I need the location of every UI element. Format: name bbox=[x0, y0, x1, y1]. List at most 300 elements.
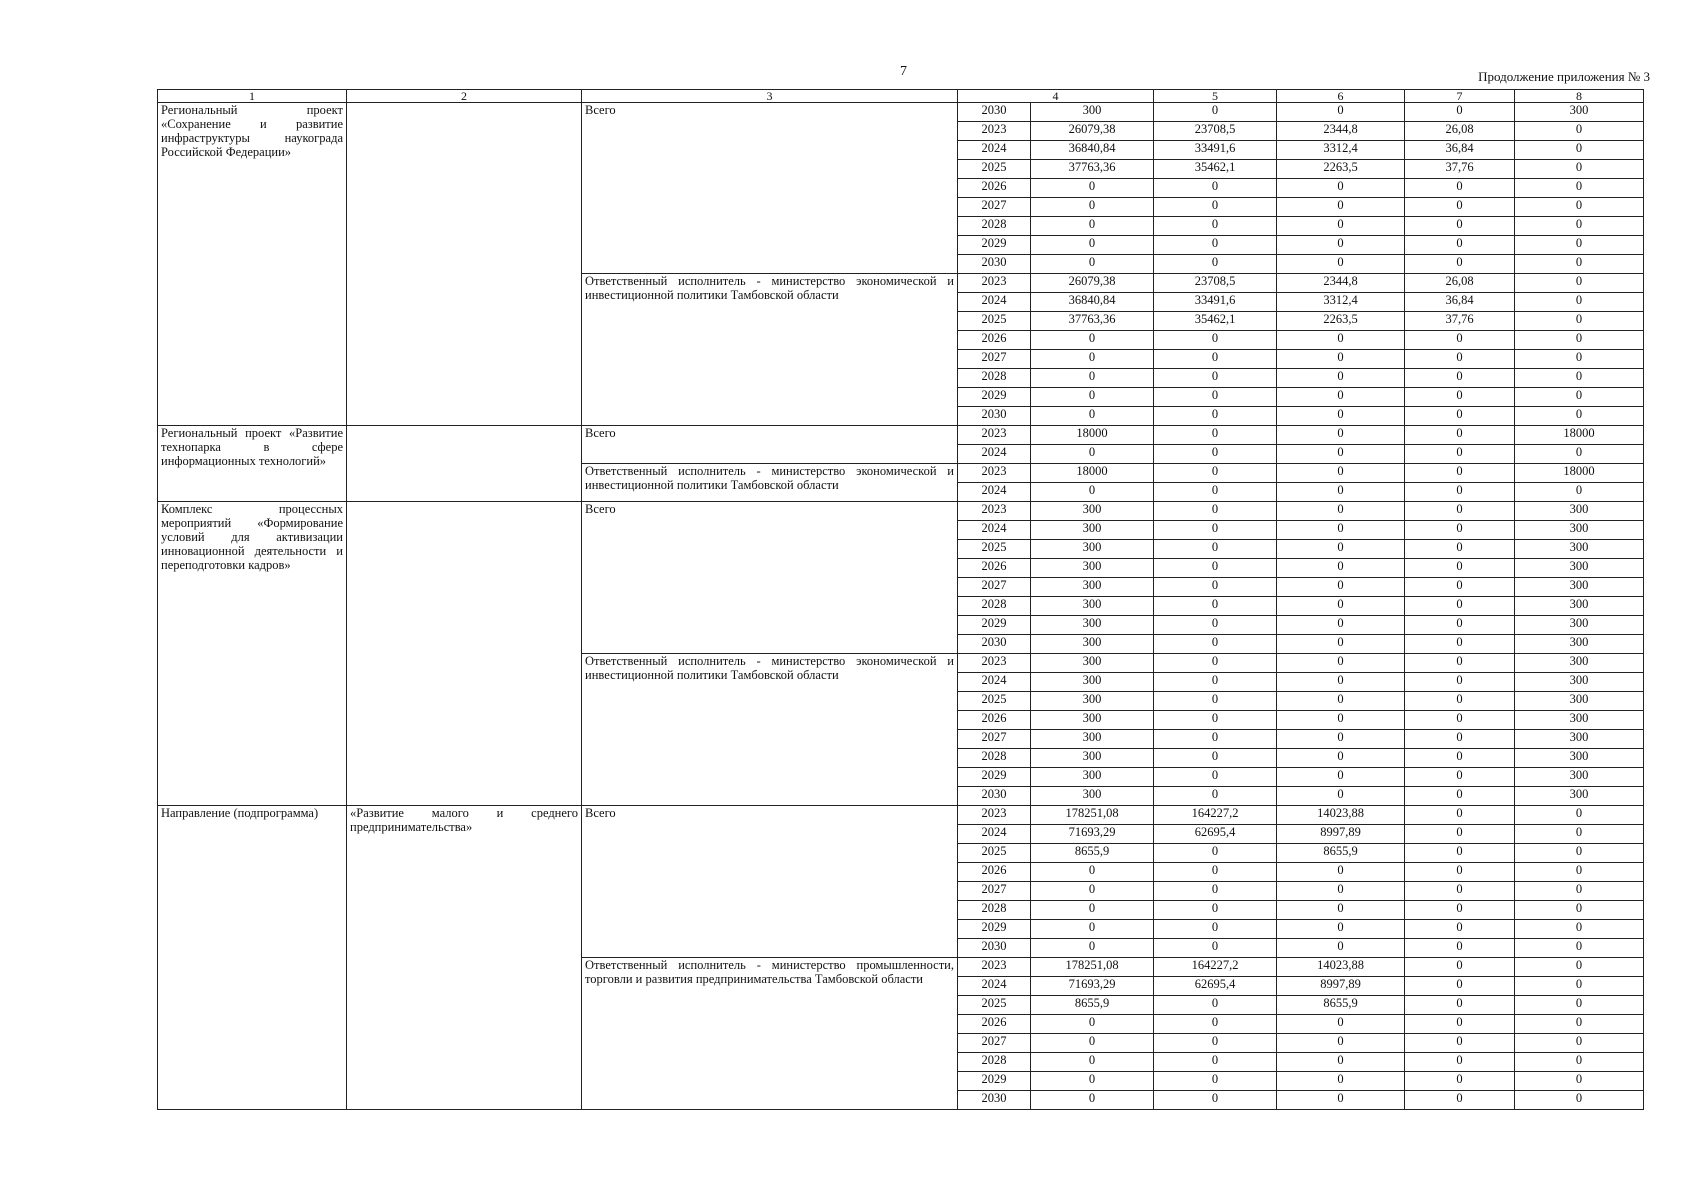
other-cell: 300 bbox=[1515, 749, 1644, 768]
total-cell: 0 bbox=[1031, 217, 1154, 236]
total-cell: 300 bbox=[1031, 502, 1154, 521]
local-cell: 36,84 bbox=[1405, 141, 1515, 160]
total-cell: 0 bbox=[1031, 483, 1154, 502]
total-cell: 0 bbox=[1031, 1091, 1154, 1110]
year-cell: 2023 bbox=[958, 464, 1031, 483]
federal-cell: 0 bbox=[1154, 1053, 1277, 1072]
federal-cell: 0 bbox=[1154, 635, 1277, 654]
federal-cell: 0 bbox=[1154, 179, 1277, 198]
other-cell: 0 bbox=[1515, 958, 1644, 977]
local-cell: 0 bbox=[1405, 1015, 1515, 1034]
local-cell: 0 bbox=[1405, 597, 1515, 616]
continuation-label: Продолжение приложения № 3 bbox=[1478, 69, 1650, 84]
local-cell: 0 bbox=[1405, 825, 1515, 844]
federal-cell: 0 bbox=[1154, 844, 1277, 863]
other-cell: 0 bbox=[1515, 236, 1644, 255]
total-cell: 300 bbox=[1031, 103, 1154, 122]
federal-cell: 0 bbox=[1154, 255, 1277, 274]
regional-cell: 0 bbox=[1277, 768, 1405, 787]
total-cell: 300 bbox=[1031, 749, 1154, 768]
local-cell: 0 bbox=[1405, 920, 1515, 939]
local-cell: 0 bbox=[1405, 844, 1515, 863]
local-cell: 0 bbox=[1405, 730, 1515, 749]
regional-cell: 0 bbox=[1277, 540, 1405, 559]
other-cell: 0 bbox=[1515, 996, 1644, 1015]
regional-cell: 3312,4 bbox=[1277, 141, 1405, 160]
regional-cell: 0 bbox=[1277, 635, 1405, 654]
regional-cell: 0 bbox=[1277, 331, 1405, 350]
federal-cell: 0 bbox=[1154, 939, 1277, 958]
total-cell: 0 bbox=[1031, 882, 1154, 901]
year-cell: 2029 bbox=[958, 920, 1031, 939]
other-cell: 0 bbox=[1515, 1034, 1644, 1053]
header-row bbox=[158, 90, 1644, 103]
other-cell: 300 bbox=[1515, 502, 1644, 521]
year-cell: 2026 bbox=[958, 863, 1031, 882]
other-cell: 300 bbox=[1515, 616, 1644, 635]
federal-cell: 0 bbox=[1154, 1072, 1277, 1091]
federal-cell: 0 bbox=[1154, 901, 1277, 920]
regional-cell: 8655,9 bbox=[1277, 844, 1405, 863]
other-cell: 0 bbox=[1515, 331, 1644, 350]
year-cell: 2025 bbox=[958, 312, 1031, 331]
regional-cell: 0 bbox=[1277, 654, 1405, 673]
year-cell: 2030 bbox=[958, 1091, 1031, 1110]
year-cell: 2029 bbox=[958, 616, 1031, 635]
federal-cell: 0 bbox=[1154, 369, 1277, 388]
federal-cell: 0 bbox=[1154, 692, 1277, 711]
table-row bbox=[158, 426, 1644, 445]
federal-cell: 0 bbox=[1154, 559, 1277, 578]
regional-cell: 0 bbox=[1277, 920, 1405, 939]
subprogram-name-cell: «Развитие малого и среднего предпринимательства» bbox=[347, 806, 582, 1110]
total-cell: 300 bbox=[1031, 616, 1154, 635]
regional-cell: 14023,88 bbox=[1277, 958, 1405, 977]
regional-cell: 0 bbox=[1277, 464, 1405, 483]
total-cell: 300 bbox=[1031, 673, 1154, 692]
year-cell: 2023 bbox=[958, 958, 1031, 977]
total-cell: 36840,84 bbox=[1031, 141, 1154, 160]
other-cell: 300 bbox=[1515, 540, 1644, 559]
year-cell: 2029 bbox=[958, 388, 1031, 407]
other-cell: 0 bbox=[1515, 407, 1644, 426]
year-cell: 2023 bbox=[958, 426, 1031, 445]
federal-cell: 33491,6 bbox=[1154, 293, 1277, 312]
year-cell: 2024 bbox=[958, 673, 1031, 692]
regional-cell: 8997,89 bbox=[1277, 977, 1405, 996]
total-cell: 0 bbox=[1031, 1072, 1154, 1091]
funding-source-cell: Всего bbox=[582, 502, 958, 654]
total-cell: 300 bbox=[1031, 540, 1154, 559]
regional-cell: 0 bbox=[1277, 1091, 1405, 1110]
federal-cell: 0 bbox=[1154, 787, 1277, 806]
total-cell: 0 bbox=[1031, 388, 1154, 407]
regional-cell: 0 bbox=[1277, 103, 1405, 122]
total-cell: 300 bbox=[1031, 559, 1154, 578]
program-name-cell: Направление (подпрограмма) bbox=[158, 806, 347, 1110]
header-cell: 7 bbox=[1405, 90, 1515, 103]
other-cell: 300 bbox=[1515, 692, 1644, 711]
regional-cell: 0 bbox=[1277, 882, 1405, 901]
other-cell: 0 bbox=[1515, 217, 1644, 236]
other-cell: 300 bbox=[1515, 673, 1644, 692]
regional-cell: 0 bbox=[1277, 730, 1405, 749]
other-cell: 0 bbox=[1515, 863, 1644, 882]
federal-cell: 164227,2 bbox=[1154, 806, 1277, 825]
total-cell: 300 bbox=[1031, 711, 1154, 730]
year-cell: 2027 bbox=[958, 730, 1031, 749]
total-cell: 178251,08 bbox=[1031, 958, 1154, 977]
total-cell: 8655,9 bbox=[1031, 996, 1154, 1015]
federal-cell: 62695,4 bbox=[1154, 825, 1277, 844]
table-row bbox=[158, 502, 1644, 521]
header-cell: 4 bbox=[958, 90, 1154, 103]
local-cell: 0 bbox=[1405, 977, 1515, 996]
federal-cell: 0 bbox=[1154, 540, 1277, 559]
header-cell: 1 bbox=[158, 90, 347, 103]
other-cell: 0 bbox=[1515, 293, 1644, 312]
local-cell: 26,08 bbox=[1405, 122, 1515, 141]
other-cell: 0 bbox=[1515, 920, 1644, 939]
regional-cell: 0 bbox=[1277, 521, 1405, 540]
year-cell: 2030 bbox=[958, 255, 1031, 274]
federal-cell: 0 bbox=[1154, 502, 1277, 521]
local-cell: 0 bbox=[1405, 426, 1515, 445]
regional-cell: 0 bbox=[1277, 578, 1405, 597]
local-cell: 0 bbox=[1405, 996, 1515, 1015]
total-cell: 300 bbox=[1031, 730, 1154, 749]
regional-cell: 0 bbox=[1277, 236, 1405, 255]
other-cell: 0 bbox=[1515, 901, 1644, 920]
other-cell: 0 bbox=[1515, 1091, 1644, 1110]
total-cell: 0 bbox=[1031, 179, 1154, 198]
regional-cell: 2344,8 bbox=[1277, 274, 1405, 293]
funding-source-cell: Ответственный исполнитель - министерство экономической и инвестиционной политики Тамбовской области bbox=[582, 464, 958, 502]
year-cell: 2027 bbox=[958, 198, 1031, 217]
other-cell: 300 bbox=[1515, 787, 1644, 806]
local-cell: 0 bbox=[1405, 540, 1515, 559]
total-cell: 0 bbox=[1031, 407, 1154, 426]
other-cell: 300 bbox=[1515, 521, 1644, 540]
other-cell: 0 bbox=[1515, 312, 1644, 331]
total-cell: 300 bbox=[1031, 578, 1154, 597]
total-cell: 8655,9 bbox=[1031, 844, 1154, 863]
total-cell: 0 bbox=[1031, 863, 1154, 882]
year-cell: 2030 bbox=[958, 635, 1031, 654]
funding-source-cell: Ответственный исполнитель - министерство экономической и инвестиционной политики Тамбовской области bbox=[582, 274, 958, 426]
other-cell: 0 bbox=[1515, 939, 1644, 958]
local-cell: 0 bbox=[1405, 350, 1515, 369]
federal-cell: 0 bbox=[1154, 882, 1277, 901]
page-number: 7 bbox=[900, 64, 907, 79]
year-cell: 2026 bbox=[958, 559, 1031, 578]
federal-cell: 0 bbox=[1154, 749, 1277, 768]
regional-cell: 8655,9 bbox=[1277, 996, 1405, 1015]
total-cell: 0 bbox=[1031, 236, 1154, 255]
total-cell: 0 bbox=[1031, 1034, 1154, 1053]
federal-cell: 35462,1 bbox=[1154, 312, 1277, 331]
regional-cell: 0 bbox=[1277, 1072, 1405, 1091]
local-cell: 0 bbox=[1405, 559, 1515, 578]
year-cell: 2029 bbox=[958, 236, 1031, 255]
regional-cell: 0 bbox=[1277, 407, 1405, 426]
table-body bbox=[158, 103, 1644, 1110]
other-cell: 300 bbox=[1515, 711, 1644, 730]
year-cell: 2028 bbox=[958, 597, 1031, 616]
year-cell: 2024 bbox=[958, 483, 1031, 502]
other-cell: 300 bbox=[1515, 654, 1644, 673]
other-cell: 300 bbox=[1515, 103, 1644, 122]
federal-cell: 23708,5 bbox=[1154, 122, 1277, 141]
local-cell: 0 bbox=[1405, 863, 1515, 882]
regional-cell: 0 bbox=[1277, 483, 1405, 502]
total-cell: 71693,29 bbox=[1031, 825, 1154, 844]
total-cell: 18000 bbox=[1031, 464, 1154, 483]
federal-cell: 0 bbox=[1154, 426, 1277, 445]
other-cell: 0 bbox=[1515, 825, 1644, 844]
federal-cell: 0 bbox=[1154, 1015, 1277, 1034]
total-cell: 300 bbox=[1031, 768, 1154, 787]
federal-cell: 0 bbox=[1154, 654, 1277, 673]
year-cell: 2024 bbox=[958, 521, 1031, 540]
total-cell: 178251,08 bbox=[1031, 806, 1154, 825]
year-cell: 2027 bbox=[958, 578, 1031, 597]
total-cell: 0 bbox=[1031, 198, 1154, 217]
local-cell: 0 bbox=[1405, 901, 1515, 920]
local-cell: 0 bbox=[1405, 1053, 1515, 1072]
regional-cell: 0 bbox=[1277, 787, 1405, 806]
local-cell: 0 bbox=[1405, 578, 1515, 597]
total-cell: 71693,29 bbox=[1031, 977, 1154, 996]
local-cell: 0 bbox=[1405, 939, 1515, 958]
year-cell: 2025 bbox=[958, 844, 1031, 863]
other-cell: 18000 bbox=[1515, 464, 1644, 483]
other-cell: 300 bbox=[1515, 578, 1644, 597]
year-cell: 2027 bbox=[958, 1034, 1031, 1053]
federal-cell: 23708,5 bbox=[1154, 274, 1277, 293]
year-cell: 2024 bbox=[958, 293, 1031, 312]
regional-cell: 0 bbox=[1277, 217, 1405, 236]
header-cell: 3 bbox=[582, 90, 958, 103]
other-cell: 0 bbox=[1515, 141, 1644, 160]
local-cell: 0 bbox=[1405, 768, 1515, 787]
federal-cell: 0 bbox=[1154, 616, 1277, 635]
year-cell: 2028 bbox=[958, 1053, 1031, 1072]
year-cell: 2027 bbox=[958, 350, 1031, 369]
total-cell: 300 bbox=[1031, 787, 1154, 806]
regional-cell: 0 bbox=[1277, 179, 1405, 198]
table-row bbox=[158, 806, 1644, 825]
regional-cell: 0 bbox=[1277, 445, 1405, 464]
total-cell: 18000 bbox=[1031, 426, 1154, 445]
regional-cell: 14023,88 bbox=[1277, 806, 1405, 825]
regional-cell: 0 bbox=[1277, 616, 1405, 635]
federal-cell: 0 bbox=[1154, 445, 1277, 464]
year-cell: 2023 bbox=[958, 806, 1031, 825]
regional-cell: 8997,89 bbox=[1277, 825, 1405, 844]
other-cell: 0 bbox=[1515, 122, 1644, 141]
year-cell: 2025 bbox=[958, 160, 1031, 179]
federal-cell: 0 bbox=[1154, 920, 1277, 939]
program-name-cell: Региональный проект «Сохранение и развитие инфраструктуры наукограда Российской Федерации» bbox=[158, 103, 347, 426]
regional-cell: 0 bbox=[1277, 1015, 1405, 1034]
local-cell: 0 bbox=[1405, 407, 1515, 426]
federal-cell: 0 bbox=[1154, 103, 1277, 122]
total-cell: 0 bbox=[1031, 255, 1154, 274]
other-cell: 18000 bbox=[1515, 426, 1644, 445]
other-cell: 0 bbox=[1515, 483, 1644, 502]
total-cell: 300 bbox=[1031, 635, 1154, 654]
other-cell: 300 bbox=[1515, 730, 1644, 749]
regional-cell: 0 bbox=[1277, 559, 1405, 578]
other-cell: 0 bbox=[1515, 806, 1644, 825]
funding-source-cell: Всего bbox=[582, 103, 958, 274]
regional-cell: 2263,5 bbox=[1277, 312, 1405, 331]
regional-cell: 0 bbox=[1277, 502, 1405, 521]
local-cell: 0 bbox=[1405, 692, 1515, 711]
local-cell: 0 bbox=[1405, 654, 1515, 673]
other-cell: 300 bbox=[1515, 559, 1644, 578]
total-cell: 0 bbox=[1031, 350, 1154, 369]
federal-cell: 0 bbox=[1154, 597, 1277, 616]
local-cell: 0 bbox=[1405, 103, 1515, 122]
federal-cell: 0 bbox=[1154, 521, 1277, 540]
total-cell: 0 bbox=[1031, 369, 1154, 388]
total-cell: 300 bbox=[1031, 654, 1154, 673]
federal-cell: 33491,6 bbox=[1154, 141, 1277, 160]
other-cell: 0 bbox=[1515, 350, 1644, 369]
total-cell: 0 bbox=[1031, 920, 1154, 939]
regional-cell: 0 bbox=[1277, 1034, 1405, 1053]
regional-cell: 2263,5 bbox=[1277, 160, 1405, 179]
local-cell: 0 bbox=[1405, 483, 1515, 502]
total-cell: 26079,38 bbox=[1031, 122, 1154, 141]
year-cell: 2029 bbox=[958, 1072, 1031, 1091]
local-cell: 0 bbox=[1405, 464, 1515, 483]
year-cell: 2028 bbox=[958, 217, 1031, 236]
local-cell: 0 bbox=[1405, 616, 1515, 635]
regional-cell: 0 bbox=[1277, 1053, 1405, 1072]
local-cell: 0 bbox=[1405, 1034, 1515, 1053]
year-cell: 2026 bbox=[958, 179, 1031, 198]
regional-cell: 0 bbox=[1277, 597, 1405, 616]
header-cell: 6 bbox=[1277, 90, 1405, 103]
other-cell: 300 bbox=[1515, 597, 1644, 616]
federal-cell: 0 bbox=[1154, 711, 1277, 730]
other-cell: 0 bbox=[1515, 1015, 1644, 1034]
year-cell: 2030 bbox=[958, 787, 1031, 806]
other-cell: 0 bbox=[1515, 844, 1644, 863]
year-cell: 2028 bbox=[958, 901, 1031, 920]
year-cell: 2030 bbox=[958, 939, 1031, 958]
regional-cell: 0 bbox=[1277, 711, 1405, 730]
federal-cell: 0 bbox=[1154, 863, 1277, 882]
federal-cell: 0 bbox=[1154, 483, 1277, 502]
funding-source-cell: Ответственный исполнитель - министерство экономической и инвестиционной политики Тамбовской области bbox=[582, 654, 958, 806]
federal-cell: 0 bbox=[1154, 331, 1277, 350]
year-cell: 2023 bbox=[958, 654, 1031, 673]
funding-source-cell: Ответственный исполнитель - министерство промышленности, торговли и развития предпринимательства Тамбовской области bbox=[582, 958, 958, 1110]
regional-cell: 0 bbox=[1277, 692, 1405, 711]
year-cell: 2028 bbox=[958, 749, 1031, 768]
total-cell: 0 bbox=[1031, 331, 1154, 350]
federal-cell: 0 bbox=[1154, 407, 1277, 426]
local-cell: 0 bbox=[1405, 1072, 1515, 1091]
federal-cell: 0 bbox=[1154, 578, 1277, 597]
other-cell: 0 bbox=[1515, 179, 1644, 198]
local-cell: 0 bbox=[1405, 502, 1515, 521]
local-cell: 0 bbox=[1405, 749, 1515, 768]
local-cell: 0 bbox=[1405, 958, 1515, 977]
subprogram-name-cell bbox=[347, 502, 582, 806]
subprogram-name-cell bbox=[347, 103, 582, 426]
regional-cell: 0 bbox=[1277, 673, 1405, 692]
regional-cell: 0 bbox=[1277, 426, 1405, 445]
federal-cell: 35462,1 bbox=[1154, 160, 1277, 179]
total-cell: 0 bbox=[1031, 901, 1154, 920]
year-cell: 2026 bbox=[958, 711, 1031, 730]
year-cell: 2027 bbox=[958, 882, 1031, 901]
total-cell: 0 bbox=[1031, 445, 1154, 464]
federal-cell: 0 bbox=[1154, 1091, 1277, 1110]
total-cell: 0 bbox=[1031, 1053, 1154, 1072]
regional-cell: 0 bbox=[1277, 350, 1405, 369]
regional-cell: 0 bbox=[1277, 388, 1405, 407]
year-cell: 2029 bbox=[958, 768, 1031, 787]
local-cell: 0 bbox=[1405, 445, 1515, 464]
other-cell: 0 bbox=[1515, 1072, 1644, 1091]
year-cell: 2023 bbox=[958, 274, 1031, 293]
other-cell: 0 bbox=[1515, 255, 1644, 274]
year-cell: 2025 bbox=[958, 540, 1031, 559]
total-cell: 0 bbox=[1031, 1015, 1154, 1034]
federal-cell: 0 bbox=[1154, 1034, 1277, 1053]
local-cell: 0 bbox=[1405, 521, 1515, 540]
federal-cell: 0 bbox=[1154, 350, 1277, 369]
total-cell: 0 bbox=[1031, 939, 1154, 958]
federal-cell: 164227,2 bbox=[1154, 958, 1277, 977]
federal-cell: 0 bbox=[1154, 198, 1277, 217]
other-cell: 300 bbox=[1515, 768, 1644, 787]
local-cell: 0 bbox=[1405, 787, 1515, 806]
subprogram-name-cell bbox=[347, 426, 582, 502]
other-cell: 0 bbox=[1515, 369, 1644, 388]
regional-cell: 2344,8 bbox=[1277, 122, 1405, 141]
other-cell: 0 bbox=[1515, 1053, 1644, 1072]
year-cell: 2026 bbox=[958, 1015, 1031, 1034]
year-cell: 2023 bbox=[958, 122, 1031, 141]
local-cell: 26,08 bbox=[1405, 274, 1515, 293]
year-cell: 2024 bbox=[958, 825, 1031, 844]
regional-cell: 0 bbox=[1277, 749, 1405, 768]
program-name-cell: Комплекс процессных мероприятий «Формирование условий для активизации инновационной деятельности и переподготовки кадров» bbox=[158, 502, 347, 806]
year-cell: 2024 bbox=[958, 445, 1031, 464]
local-cell: 0 bbox=[1405, 369, 1515, 388]
total-cell: 26079,38 bbox=[1031, 274, 1154, 293]
federal-cell: 0 bbox=[1154, 464, 1277, 483]
other-cell: 0 bbox=[1515, 977, 1644, 996]
year-cell: 2025 bbox=[958, 692, 1031, 711]
local-cell: 0 bbox=[1405, 331, 1515, 350]
federal-cell: 0 bbox=[1154, 236, 1277, 255]
funding-source-cell: Всего bbox=[582, 426, 958, 464]
local-cell: 36,84 bbox=[1405, 293, 1515, 312]
year-cell: 2024 bbox=[958, 141, 1031, 160]
other-cell: 300 bbox=[1515, 635, 1644, 654]
local-cell: 0 bbox=[1405, 711, 1515, 730]
header-cell: 2 bbox=[347, 90, 582, 103]
total-cell: 300 bbox=[1031, 521, 1154, 540]
